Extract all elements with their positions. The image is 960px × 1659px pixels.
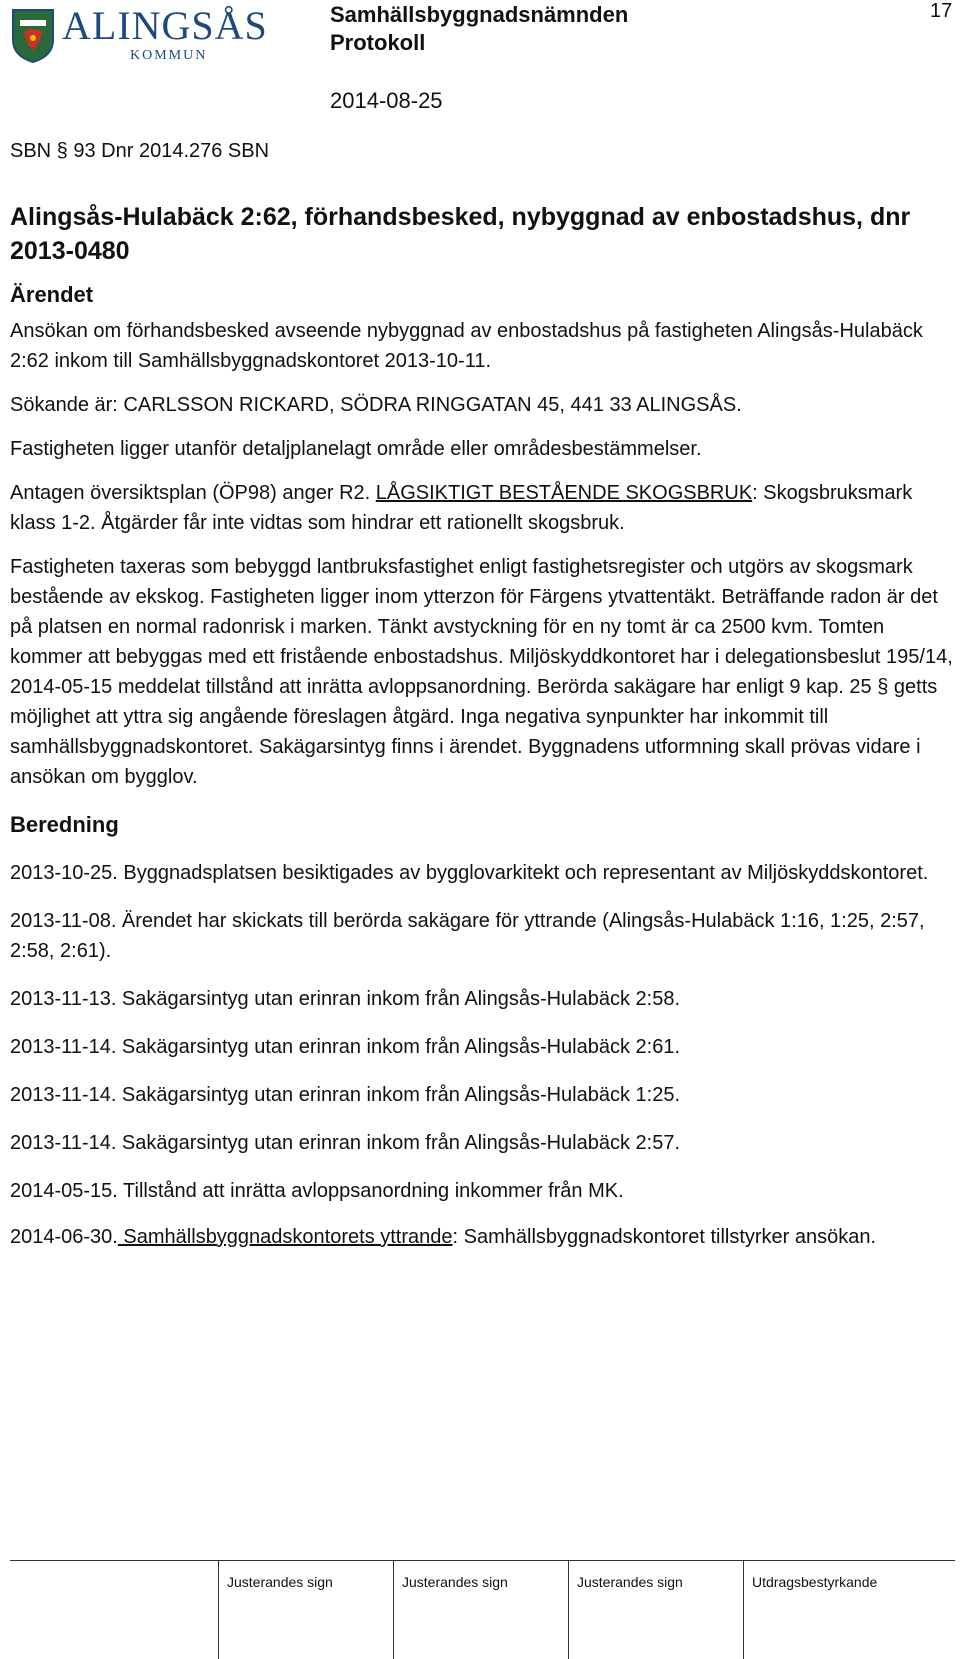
case-title: Alingsås-Hulabäck 2:62, förhandsbesked, nybyggnad av enbostadshus, dnr 2013-0480: [10, 203, 911, 265]
committee-name: Samhällsbyggnadsnämnden: [330, 2, 629, 27]
beredning-item: 2013-10-25. Byggnadsplatsen besiktigades av bygglovarkitekt och representant av Miljöskyddskontoret.: [10, 862, 929, 884]
plan-text: Antagen översiktsplan (ÖP98) anger R2.: [10, 482, 376, 504]
beredning-item: 2013-11-08. Ärendet har skickats till berörda sakägare för yttrande (Alingsås-Hulabäck 1:16, 1:25, 2:57, 2:58, 2:61).: [10, 910, 925, 962]
beredning-item-last: [10, 1224, 955, 1250]
beredning-date: 2014-06-30.: [10, 1226, 118, 1248]
coat-of-arms-icon: [10, 6, 56, 64]
paragraph: Fastigheten taxeras som bebyggd lantbruksfastighet enligt fastighetsregister och utgörs av skogsmark bestående av ekskog. Fastigheten ligger inom ytterzon för Färgens ytvattentäkt. Beträffande radon är det på platsen en normal radonrisk i marken. Tänkt avstyckning för en ny tomt är ca 2500 kvm. Tomten kommer att bebyggas med ett fristående enbostadshus. Miljöskyddkontoret har i delegationsbeslut 195/14, 2014-05-15 meddelat tillstånd att inrätta avloppsanordning. Berörda sakägare har enligt 9 kap. 25 § getts möjlighet att yttra sig angående föreslagen åtgärd. Inga negativa synpunkter har inkommit till samhällsbyggnadskontoret. Sakägarsintyg finns i ärendet. Byggnadens utformning skall prövas vidare i ansökan om bygglov.: [10, 556, 953, 788]
logo-wordmark: ALINGSÅS: [62, 3, 268, 48]
plan-link[interactable]: LÅGSIKTIGT BESTÅENDE SKOGSBRUK: [375, 482, 753, 504]
paragraph: Sökande är: CARLSSON RICKARD, SÖDRA RINGGATAN 45, 441 33 ALINGSÅS.: [10, 394, 742, 416]
signature-label: Justerandes sign: [577, 1574, 683, 1590]
beredning-item: 2014-05-15. Tillstånd att inrätta avloppsanordning inkommer från MK.: [10, 1180, 624, 1202]
paragraph: Fastigheten ligger utanför detaljplanelagt område eller områdesbestämmelser.: [10, 438, 702, 460]
signature-cell: [218, 1560, 393, 1659]
beredning-item: 2013-11-14. Sakägarsintyg utan erinran inkom från Alingsås-Hulabäck 2:61.: [10, 1036, 681, 1058]
meeting-date: 2014-08-25: [330, 88, 443, 113]
section-heading-arendet: Ärendet: [10, 282, 94, 307]
extract-cell: [743, 1560, 955, 1659]
page-number: 17: [930, 0, 953, 22]
document-type: Protokoll: [330, 30, 426, 55]
beredning-item: 2013-11-14. Sakägarsintyg utan erinran inkom från Alingsås-Hulabäck 2:57.: [10, 1132, 681, 1154]
signature-label: Justerandes sign: [227, 1574, 333, 1590]
case-reference: SBN § 93 Dnr 2014.276 SBN: [10, 140, 270, 162]
logo-subtitle: KOMMUN: [130, 48, 208, 63]
beredning-item: 2013-11-13. Sakägarsintyg utan erinran inkom från Alingsås-Hulabäck 2:58.: [10, 988, 681, 1010]
beredning-item: 2013-11-14. Sakägarsintyg utan erinran inkom från Alingsås-Hulabäck 1:25.: [10, 1084, 681, 1106]
section-heading-beredning: Beredning: [10, 812, 119, 837]
paragraph: Ansökan om förhandsbesked avseende nybyggnad av enbostadshus på fastigheten Alingsås-Hulabäck 2:62 inkom till Samhällsbyggnadskontoret 2013-10-11.: [10, 320, 923, 372]
municipality-logo: [10, 2, 290, 68]
signature-cell: [568, 1560, 743, 1659]
document-body: [10, 200, 955, 1264]
yttrande-link[interactable]: Samhällsbyggnadskontorets yttrande: [117, 1226, 453, 1248]
paragraph-plan: [10, 478, 955, 538]
extract-label: Utdragsbestyrkande: [752, 1574, 878, 1590]
signature-label: Justerandes sign: [402, 1574, 508, 1590]
plan-text-rest: : Skogsbruksmark klass 1-2. Åtgärder får inte vidtas som hindrar ett rationellt skogsbruk.: [10, 482, 913, 534]
beredning-text: : Samhällsbyggnadskontoret tillstyrker ansökan.: [452, 1226, 877, 1248]
signature-row: [10, 1560, 955, 1659]
signature-cell: [393, 1560, 568, 1659]
